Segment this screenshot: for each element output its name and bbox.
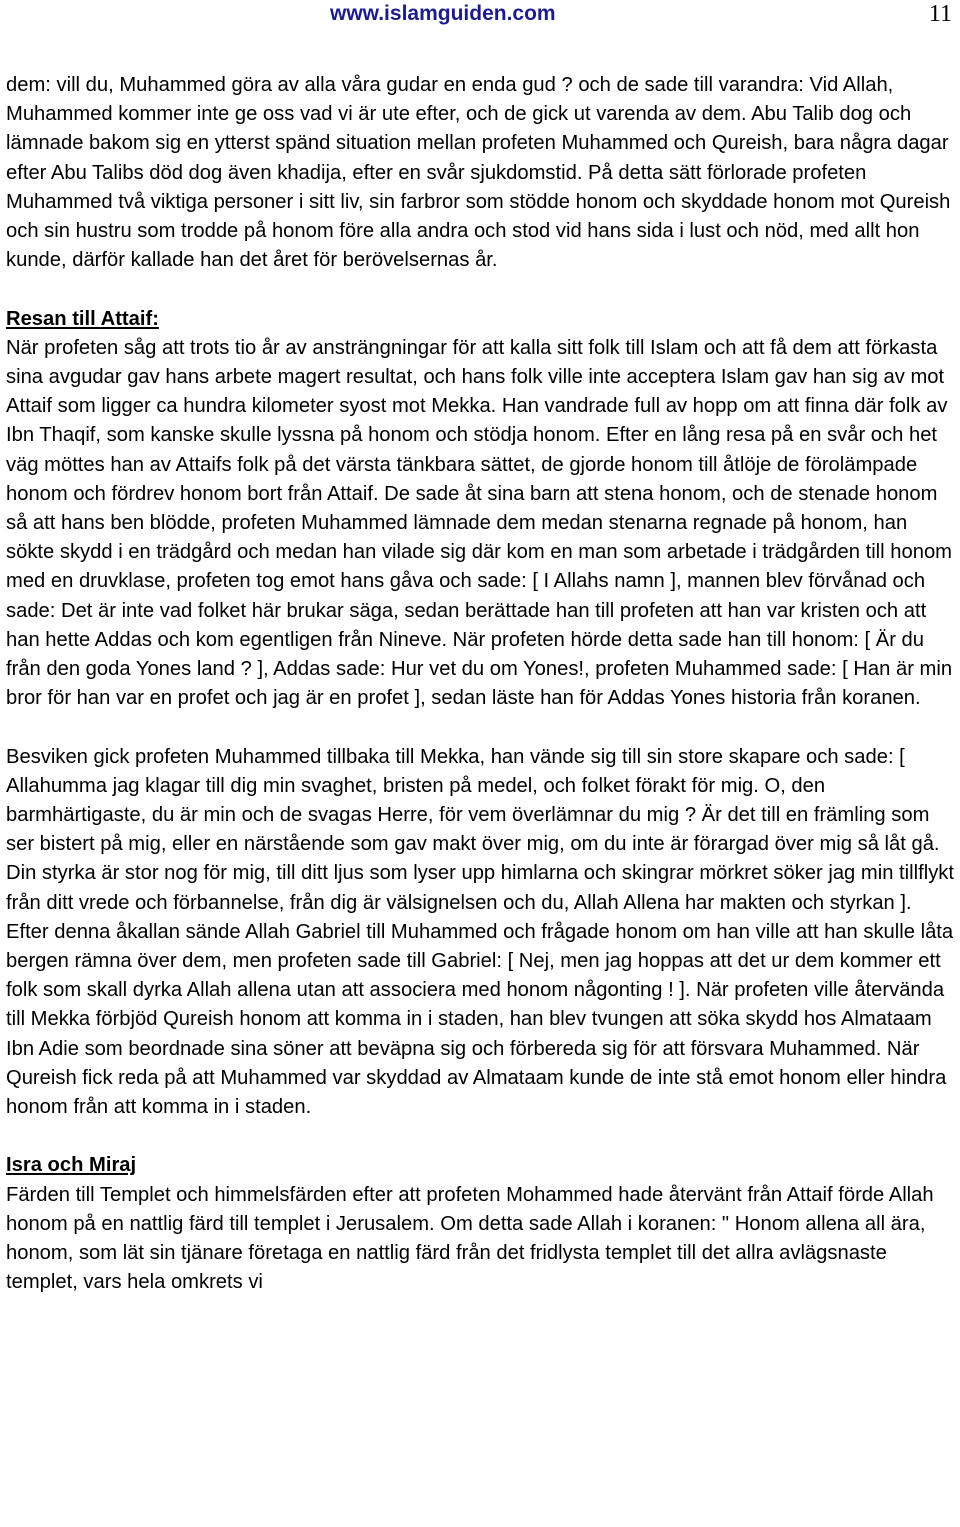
page-header [0,0,960,32]
heading-resan-till-attaif: Resan till Attaif: [6,307,159,330]
paragraph-intro: dem: vill du, Muhammed göra av alla våra gudar en enda gud ? och de sade till varandra: Vid Allah, Muhammed kommer inte ge oss vad vi är ute efter, och de gick ut varenda av dem. Abu Talib dog och lämnade bakom sig en ytterst spänd situation mellan profeten Muhammed och Qureish, bara några dagar efter Abu Talibs död dog även khadija, efter en svår sjukdomstid. På detta sätt förlorade profeten Muhammed två viktiga personer i sitt liv, sin farbror som stödde honom och skyddade honom mot Qureish och sin hustru som trodde på honom före alla andra och stod vid hans sida i lust och nöd, med allt hon kunde, därför kallade han det året för berövelsernas år. [6,74,951,272]
site-url[interactable]: www.islamguiden.com [330,2,556,25]
page-number: 11 [928,1,952,27]
paragraph-isra: Färden till Templet och himmelsfärden efter att profeten Mohammed hade återvänt från Attaif förde Allah honom på en nattlig färd till templet i Jerusalem. Om detta sade Allah i koranen: " Honom allena all ära, honom, som lät sin tjänare företaga en nattlig färd från det fridlysta templet till det allra avlägsnaste templet, vars hela omkrets vi [6,1183,934,1294]
heading-isra-och-miraj: Isra och Miraj [6,1154,137,1177]
paragraph-gap [6,713,956,742]
paragraph-gap [6,275,956,304]
paragraph-gap [6,1122,956,1151]
paragraph-attaif: När profeten såg att trots tio år av ansträngningar för att kalla sitt folk till Islam och att få dem att förkasta sina avgudar gav hans arbete magert resultat, och hans folk ville inte acceptera Islam gav han sig av mot Attaif som ligger ca hundra kilometer syost mot Mekka. Han vandrade full av hopp om att finna där folk av Ibn Thaqif, som kanske skulle lyssna på honom och stödja honom. Efter en lång resa på en svår och het väg möttes han av Attaifs folk på det värsta tänkbara sättet, de gjorde honom till åtlöje de förolämpade honom och fördrev honom bort från Attaif. De sade åt sina barn att stena honom, och de stenade honom så att hans ben blödde, profeten Muhammed lämnade dem medan stenarna regnade på honom, han sökte skydd i en trädgård och medan han vilade sig där kom en man som arbetade i trädgården till honom med en druvklase, profeten tog emot hans gåva och sade: [ I Allahs namn ], mannen blev förvånad och sade: Det är inte vad folket här brukar säga, sedan berättade han till profeten att han var kristen och att han hette Addas och kom egentligen från Nineve. När profeten hörde detta sade han till honom: [ Är du från den goda Yones land ? ], Addas sade: Hur vet du om Yones!, profeten Muhammed sade: [ Han är min bror för han var en profet och jag är en profet ], sedan läste han för Addas Yones historia från koranen. [6,336,953,710]
document-body [6,71,956,1297]
paragraph-return-mekka: Besviken gick profeten Muhammed tillbaka till Mekka, han vände sig till sin store skapare och sade: [ Allahumma jag klagar till dig min svaghet, bristen på medel, och folket förakt för mig. O, den barmhärtigaste, du är min och de svagas Herre, för vem överlämnar du mig ? Är det till en främling som ser bistert på mig, eller en närstående som gav makt över mig, om du inte är förargad över mig så låt gå. Din styrka är stor nog för mig, till ditt ljus som lyser upp himlarna och skingrar mörkret söker jag min tillflykt från ditt vrede och förbannelse, från dig är välsignelsen och du, Allah Allena har makten och styrkan ]. Efter denna åkallan sände Allah Gabriel till Muhammed och frågade honom om han ville att han skulle låta bergen rämna över dem, men profeten sade till Gabriel: [ Nej, men jag hoppas att det ur dem kommer ett folk som skall dyrka Allah allena utan att associera med honom någonting ! ]. När profeten ville återvända till Mekka förbjöd Qureish honom att komma in i staden, han blev tvungen att söka skydd hos Almataam Ibn Adie som beordnade sina söner att beväpna sig och förbereda sig för att försvara Muhammed. När Qureish fick reda på att Muhammed var skyddad av Almataam kunde de inte stå emot honom eller hindra honom från att komma in i staden. [6,745,954,1119]
